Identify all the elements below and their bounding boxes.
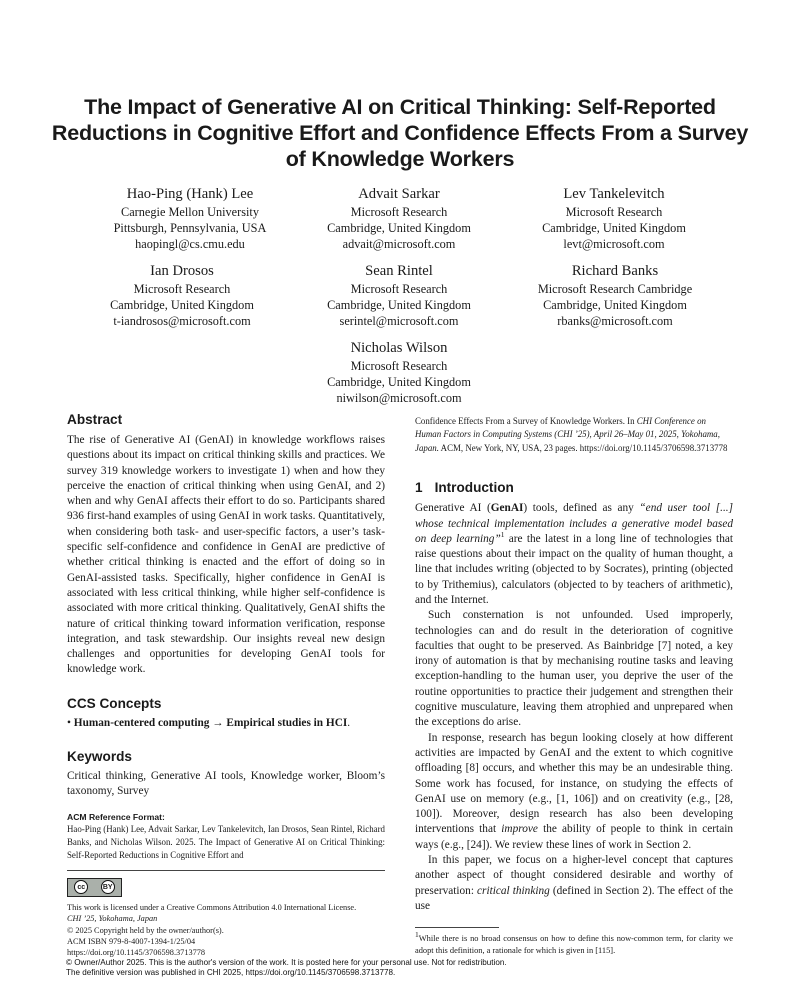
right-column bbox=[415, 415, 733, 956]
footnote-divider bbox=[415, 927, 499, 928]
period: . bbox=[347, 716, 351, 729]
introduction-heading bbox=[415, 479, 733, 497]
author-email[interactable]: advait@microsoft.com bbox=[342, 237, 456, 251]
license-statement: This work is licensed under a Creative Commons Attribution 4.0 International License. bbox=[67, 902, 357, 912]
author-card bbox=[274, 339, 524, 406]
author-card bbox=[489, 185, 739, 252]
author-email[interactable]: rbanks@microsoft.com bbox=[557, 314, 673, 328]
author-affiliation: Carnegie Mellon University bbox=[121, 205, 259, 219]
abstract-text: The rise of Generative AI (GenAI) in knowledge workflows raises questions about its impact on critical thinking skills and practices. We survey 319 knowledge workers to investigate 1) when and how they perceive the enaction of critical thinking when using GenAI, and 2) when and why GenAI affects their effort to do so. Participants shared 936 first-hand examples of using GenAI in work tasks. Quantitatively, when considering both task- and user-specific factors, a user’s task-specific self-confidence and confidence in GenAI are predictive of whether critical thinking is enacted and the effort of doing so in GenAI-assisted tasks. Specifically, higher confidence in GenAI is associated with less critical thinking, while higher self-confidence is associated with more critical thinking. Qualitatively, GenAI shifts the nature of critical thinking toward information verification, response integration, and task stewardship. Our insights reveal new design challenges and opportunities for developing GenAI tools for knowledge work. bbox=[67, 434, 385, 676]
author-name: Sean Rintel bbox=[365, 263, 433, 279]
acm-reference-heading: ACM Reference Format: bbox=[67, 811, 165, 822]
author-affiliation: Microsoft Research bbox=[565, 205, 663, 219]
abstract-heading: Abstract bbox=[67, 412, 123, 427]
conference-line: CHI ’25, Yokohama, Japan bbox=[67, 914, 158, 924]
author-email[interactable]: haopingl@cs.cmu.edu bbox=[135, 237, 245, 251]
ccs-concepts bbox=[67, 716, 385, 731]
author-email[interactable]: levt@microsoft.com bbox=[563, 237, 665, 251]
acm-reference-continued: Confidence Effects From a Survey of Knowledge Workers. In CHI Conference on Human Factors in Computing Systems (CHI ’25), April 26–May 01, 2025, Yokohama, Japan. ACM, New York, NY, USA, 23 pages. https://doi.org/10.1145/3706598.3713778 bbox=[415, 416, 728, 453]
ccs-concept: Human-centered computing bbox=[73, 716, 210, 729]
author-name: Advait Sarkar bbox=[358, 186, 440, 202]
acm-reference-text: Hao-Ping (Hank) Lee, Advait Sarkar, Lev Tankelevitch, Ian Drosos, Sean Rintel, Richard Banks, and Nicholas Wilson. 2025. The Impact of Generative AI on Critical Thinking: Self-Reported Reductions in Cognitive Effort and bbox=[67, 823, 385, 861]
footnote-number: 1 bbox=[415, 930, 419, 940]
intro-paragraph: Generative AI (GenAI) tools, defined as any “end user tool [...] whose technical implementation includes a generative model based on deep learning”$^1$ are the latest in a long line of technologies that raise questions about their impact on the quality of human thought, a line that includes writing (objected to by Socrates), printing (objected to by Trithemius), calculators (objected to by teachers of arithmetic), and the Internet. bbox=[415, 502, 733, 606]
author-name: Ian Drosos bbox=[150, 263, 214, 279]
definition-quote: “end user tool [...] whose technical implementation includes a generative model based on deep learning” bbox=[415, 502, 733, 545]
author-card bbox=[57, 262, 307, 329]
author-name: Nicholas Wilson bbox=[350, 340, 448, 356]
author-location: Cambridge, United Kingdom bbox=[327, 375, 471, 389]
author-location: Pittsburgh, Pennsylvania, USA bbox=[113, 221, 267, 235]
author-name: Richard Banks bbox=[571, 263, 659, 279]
author-affiliation: Microsoft Research bbox=[350, 359, 448, 373]
author-affiliation: Microsoft Research Cambridge bbox=[537, 282, 693, 296]
author-location: Cambridge, United Kingdom bbox=[327, 298, 471, 312]
author-email[interactable]: t-iandrosos@microsoft.com bbox=[113, 314, 251, 328]
author-affiliation: Microsoft Research bbox=[350, 282, 448, 296]
arrow-icon: → bbox=[212, 716, 224, 729]
license-block bbox=[67, 902, 385, 959]
ccs-subconcept: Empirical studies in HCI bbox=[226, 716, 348, 729]
author-card bbox=[490, 262, 740, 329]
author-location: Cambridge, United Kingdom bbox=[543, 298, 687, 312]
section-number: 1 bbox=[415, 480, 423, 496]
left-column bbox=[67, 411, 385, 959]
notice-line: © Owner/Author 2025. This is the author's version of the work. It is posted here for your personal use. Not for redistribution. bbox=[66, 958, 507, 967]
author-location: Cambridge, United Kingdom bbox=[110, 298, 254, 312]
copyright-line: © 2025 Copyright held by the owner/author(s). bbox=[67, 925, 224, 935]
author-email[interactable]: niwilson@microsoft.com bbox=[336, 391, 462, 405]
keywords-heading: Keywords bbox=[67, 749, 132, 765]
intro-paragraph: In response, research has begun looking closely at how different activities are impacted by GenAI and the extent to which cognitive offloading [8] occurs, and whether this may be an undesirable thing. Some work has focused, for instance, on studying the effects of GenAI use on memory (e.g., [1, 106]) and on creativity (e.g., [28, 100]). Moreover, design research has also been developing interventions that improve the ability of people to think in certain ways (e.g., [24]). We review these lines of work in Section 2. bbox=[415, 731, 734, 851]
intro-paragraph: In this paper, we focus on a higher-level concept that captures another aspect of thought considered desirable and worthy of preservation: critical thinking (defined in Section 2). The effect of the use bbox=[415, 854, 733, 912]
author-affiliation: Microsoft Research bbox=[133, 282, 231, 296]
ccs-heading: CCS Concepts bbox=[67, 695, 162, 711]
section-title: Introduction bbox=[434, 480, 514, 496]
author-card bbox=[274, 262, 524, 329]
keywords-text: Critical thinking, Generative AI tools, Knowledge worker, Bloom’s taxonomy, Survey bbox=[67, 770, 385, 798]
author-location: Cambridge, United Kingdom bbox=[542, 221, 686, 235]
doi-link[interactable]: https://doi.org/10.1145/3706598.3713778 bbox=[67, 948, 206, 958]
bullet: • bbox=[67, 716, 71, 729]
footnote-marker[interactable]: 1 bbox=[500, 530, 505, 540]
author-version-notice bbox=[66, 958, 766, 979]
isbn-line: ACM ISBN 979-8-4007-1394-1/25/04 bbox=[67, 937, 196, 947]
author-affiliation: Microsoft Research bbox=[350, 205, 448, 219]
cc-icon: cc bbox=[74, 880, 88, 894]
notice-line: The definitive version was published in CHI 2025, https://doi.org/10.1145/3706598.3713778. bbox=[66, 968, 396, 978]
intro-paragraph: Such consternation is not unfounded. Used improperly, technologies can and do result in the deterioration of cognitive faculties that ought to be preserved. As Bainbridge [7] noted, a key irony of automation is that by mechanising routine tasks and leaving exception-handling to the human user, you deprive the user of the routine opportunities to practice their judgement and strengthen their cognitive musculature, leaving them atrophied and unprepared when the exceptions do arise. bbox=[415, 609, 733, 729]
author-name: Hao-Ping (Hank) Lee bbox=[126, 186, 254, 202]
by-icon: BY bbox=[101, 880, 115, 894]
author-card bbox=[274, 185, 524, 252]
footnote: $^1$While there is no broad consensus on how to define this now-common term, for clarity we adopt this definition, a rationale for which is given in [115]. bbox=[415, 930, 733, 955]
author-location: Cambridge, United Kingdom bbox=[327, 221, 471, 235]
venue: CHI Conference on Human Factors in Computing Systems (CHI ’25), April 26–May 01, 2025, Yokohama, Japan. bbox=[415, 416, 720, 453]
divider bbox=[67, 870, 385, 871]
paper-title: The Impact of Generative AI on Critical Thinking: Self-Reported Reductions in Cognitive Effort and Confidence Effects From a Survey of Knowledge Workers bbox=[51, 95, 749, 171]
reference-tail: ACM, New York, NY, USA, 23 pages. https://doi.org/10.1145/3706598.3713778 bbox=[440, 442, 728, 453]
author-name: Lev Tankelevitch bbox=[563, 186, 665, 202]
cc-by-license-badge[interactable] bbox=[67, 878, 122, 897]
author-email[interactable]: serintel@microsoft.com bbox=[339, 314, 459, 328]
